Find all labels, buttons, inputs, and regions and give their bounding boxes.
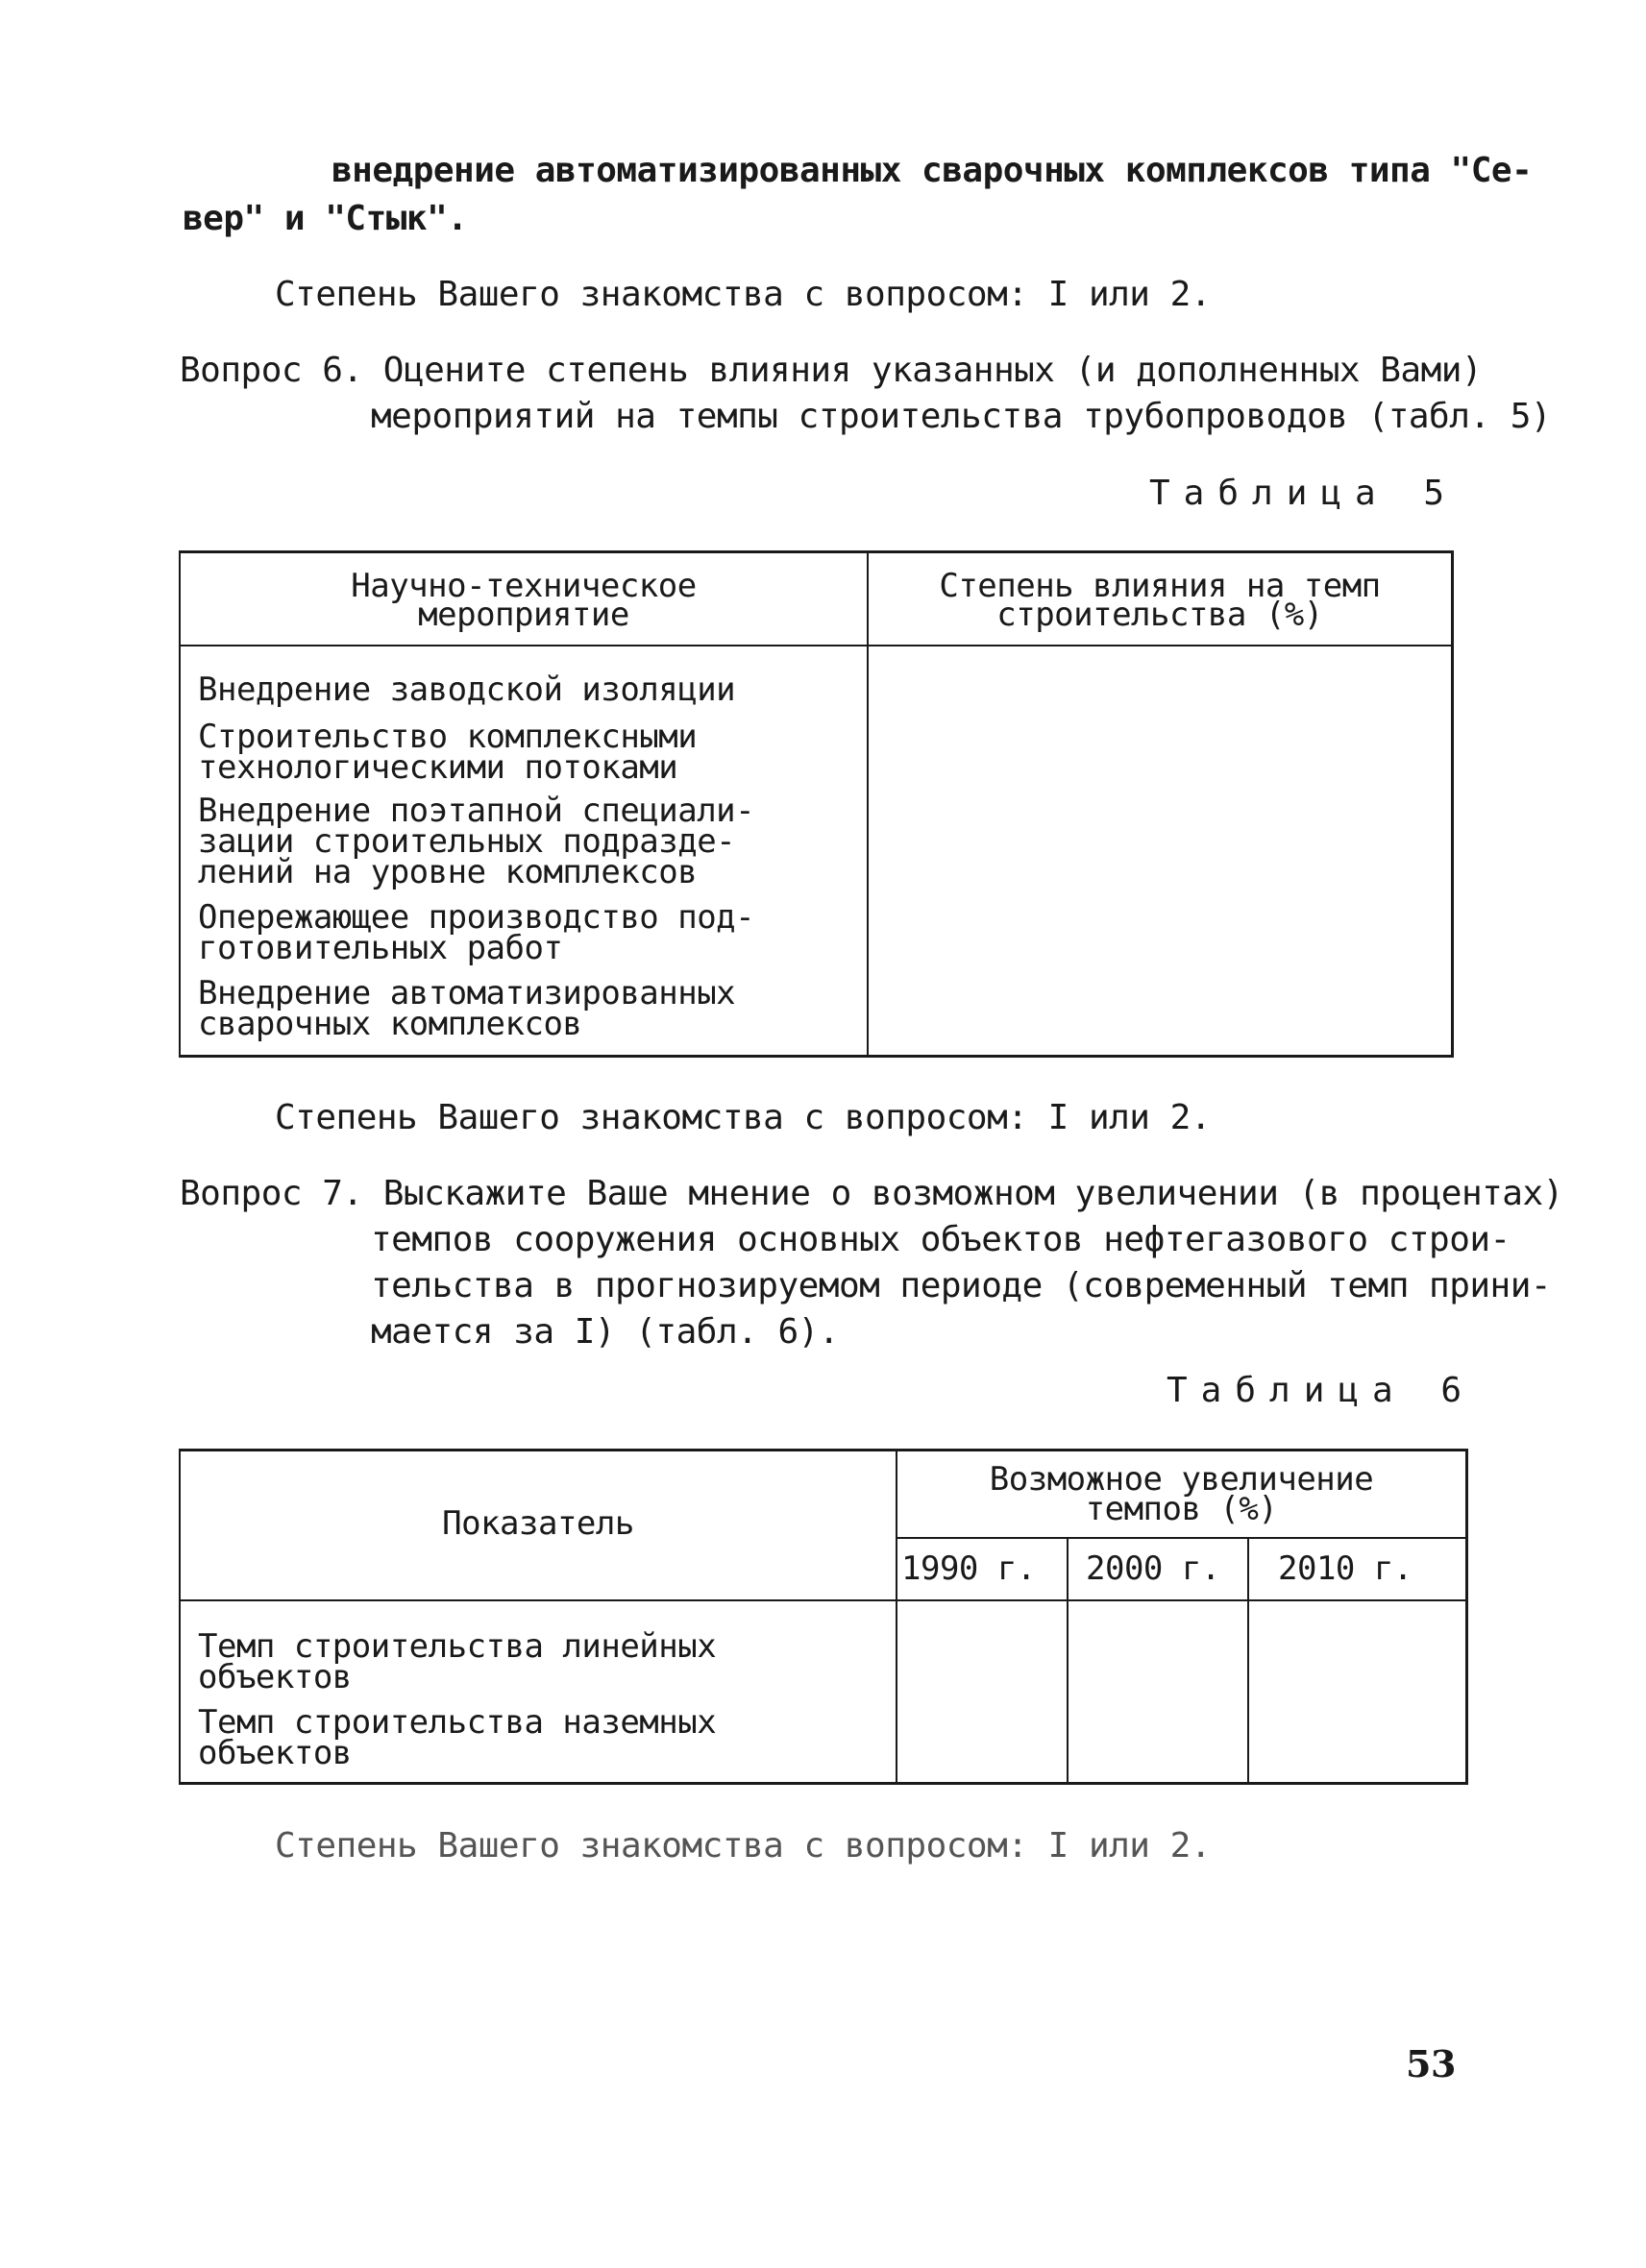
- table-5-row-welding-line-2: сварочных комплексов: [198, 1005, 582, 1043]
- intro-line-1: внедрение автоматизированных сварочных комплексов типа "Се-: [332, 151, 1533, 190]
- table-6-header-increase-line-1: Возможное увеличение: [989, 1460, 1374, 1499]
- table-5-bottom-border: [179, 1055, 1453, 1058]
- table-5-row-complex-flows-line-2: технологическими потоками: [198, 748, 678, 787]
- table-5-row-welding-line-1: Внедрение автоматизированных: [198, 974, 736, 1012]
- table-5-row-specialization-line-3: лений на уровне комплексов: [198, 853, 698, 891]
- question-6-line-2: мероприятий на темпы строительства трубопроводов (табл. 5): [371, 397, 1552, 436]
- familiarity-statement-3: Степень Вашего знакомства с вопросом: I или 2.: [275, 1826, 1211, 1866]
- question-6-line-1: Вопрос 6. Оцените степень влияния указанных (и дополненных Вами): [180, 351, 1483, 390]
- question-7-line-2: темпов сооружения основных объектов нефтегазового строи-: [371, 1220, 1511, 1259]
- table-5-row-complex-flows-line-1: Строительство комплексными: [198, 718, 698, 756]
- table-6-row-linear-line-1: Темп строительства линейных: [198, 1627, 717, 1666]
- table-5-row-preparatory-line-2: готовительных работ: [198, 929, 563, 967]
- table-6-header-indicator: Показатель: [442, 1504, 634, 1543]
- table-5-row-specialization-line-2: зации строительных подразде-: [198, 822, 736, 861]
- table-6-year-divider-2: [1247, 1537, 1249, 1785]
- familiarity-statement-2: Степень Вашего знакомства с вопросом: I или 2.: [275, 1098, 1211, 1137]
- table-5-right-border: [1451, 550, 1454, 1058]
- table-6-header-increase-line-2: темпов (%): [1085, 1490, 1278, 1528]
- table-6-year-1990: 1990 г.: [901, 1549, 1036, 1588]
- table-6-row-linear-line-2: объектов: [198, 1658, 352, 1696]
- table-5-row-factory-insulation: Внедрение заводской изоляции: [198, 671, 736, 709]
- table-6-row-ground-line-2: объектов: [198, 1734, 352, 1772]
- table-6-caption: Таблица 6: [1167, 1371, 1476, 1410]
- table-5-header-impact-line-1: Степень влияния на темп: [939, 567, 1381, 605]
- question-7-line-4: мается за I) (табл. 6).: [371, 1312, 839, 1352]
- table-5-caption: Таблица 5: [1149, 474, 1459, 513]
- familiarity-statement-1: Степень Вашего знакомства с вопросом: I или 2.: [275, 275, 1211, 314]
- table-5-header-measure-line-2: мероприятие: [418, 596, 629, 634]
- table-6-subheader-divider: [897, 1537, 1468, 1539]
- table-6-bottom-border: [179, 1782, 1468, 1785]
- table-5-header-impact-line-2: строительства (%): [996, 596, 1323, 634]
- table-6-year-divider-1: [1067, 1537, 1069, 1785]
- table-5-header-measure-line-1: Научно-техническое: [351, 567, 697, 605]
- table-6-right-border: [1465, 1449, 1468, 1785]
- table-5-row-preparatory-line-1: Опережающее производство под-: [198, 898, 755, 937]
- table-6-row-ground-line-1: Темп строительства наземных: [198, 1703, 717, 1742]
- table-6-top-border: [179, 1449, 1468, 1451]
- question-7-line-3: тельства в прогнозируемом периоде (современный темп прини-: [371, 1266, 1552, 1305]
- table-5-header-divider: [179, 645, 1453, 646]
- page-number: 53: [1406, 2042, 1456, 2085]
- table-6-header-divider: [179, 1599, 1468, 1601]
- table-6-year-2000: 2000 г.: [1086, 1549, 1220, 1588]
- table-6-year-2010: 2010 г.: [1278, 1549, 1413, 1588]
- table-5-top-border: [179, 550, 1453, 553]
- question-7-line-1: Вопрос 7. Выскажите Ваше мнение о возможном увеличении (в процентах): [180, 1174, 1563, 1213]
- table-6-left-border: [179, 1449, 181, 1785]
- intro-line-2: вер" и "Стык".: [183, 199, 468, 238]
- table-5-row-specialization-line-1: Внедрение поэтапной специали-: [198, 792, 755, 830]
